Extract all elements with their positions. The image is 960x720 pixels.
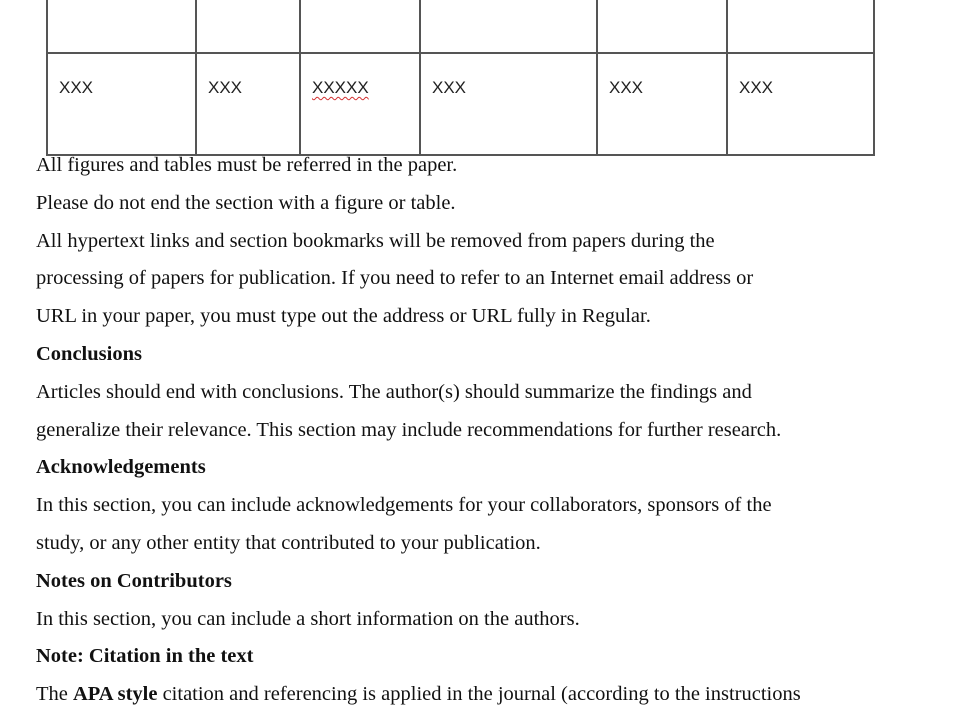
data-table — [46, 0, 875, 156]
heading-notes-on-contributors: Notes on Contributors — [36, 569, 232, 592]
table-cell[interactable] — [420, 0, 597, 53]
table-cell[interactable] — [196, 0, 300, 53]
table-cell[interactable]: XXX — [597, 53, 727, 155]
citation-prefix: The — [36, 683, 73, 706]
document-body — [36, 147, 926, 714]
heading-acknowledgements: Acknowledgements — [36, 456, 206, 479]
table-row — [47, 53, 874, 155]
paragraph-section-end: Please do not end the section with a figure or table. — [36, 191, 456, 214]
citation-rest: citation and referencing is applied in the journal (according to the instructions — [157, 683, 801, 706]
paragraph-notes-on-contributors: In this section, you can include a short information on the authors. — [36, 607, 580, 630]
misspelled-word[interactable]: XXXXX — [312, 78, 369, 97]
paragraph-figures-referred: All figures and tables must be referred in the paper. — [36, 154, 458, 176]
table-cell[interactable]: XXX — [420, 53, 597, 155]
paragraph-acknowledgements-line-2: study, or any other entity that contributed to your publication. — [36, 531, 541, 554]
paragraph-citation — [36, 676, 926, 714]
table-cell[interactable]: XXX — [47, 53, 196, 155]
table-cell[interactable] — [47, 0, 196, 53]
apa-style-emphasis: APA style — [73, 683, 158, 706]
table-cell-spellcheck[interactable] — [300, 53, 420, 155]
table-cell[interactable] — [597, 0, 727, 53]
table-cell[interactable]: XXX — [196, 53, 300, 155]
table-cell[interactable] — [727, 0, 874, 53]
paragraph-conclusions-line-2: generalize their relevance. This section may include recommendations for further research. — [36, 418, 782, 441]
heading-conclusions: Conclusions — [36, 342, 142, 365]
heading-citation-in-text: Note: Citation in the text — [36, 645, 254, 668]
paragraph-hyperlinks-line-1: All hypertext links and section bookmarks will be removed from papers during the — [36, 229, 715, 252]
table-cell[interactable]: XXX — [727, 53, 874, 155]
table-cell[interactable] — [300, 0, 420, 53]
paragraph-hyperlinks-line-2: processing of papers for publication. If you need to refer to an Internet email address or — [36, 267, 754, 290]
paragraph-conclusions-line-1: Articles should end with conclusions. The author(s) should summarize the findings and — [36, 380, 752, 403]
paragraph-hyperlinks-line-3: URL in your paper, you must type out the address or URL fully in Regular. — [36, 305, 651, 328]
table-row — [47, 0, 874, 53]
paragraph-acknowledgements-line-1: In this section, you can include acknowledgements for your collaborators, sponsors of the — [36, 494, 772, 517]
